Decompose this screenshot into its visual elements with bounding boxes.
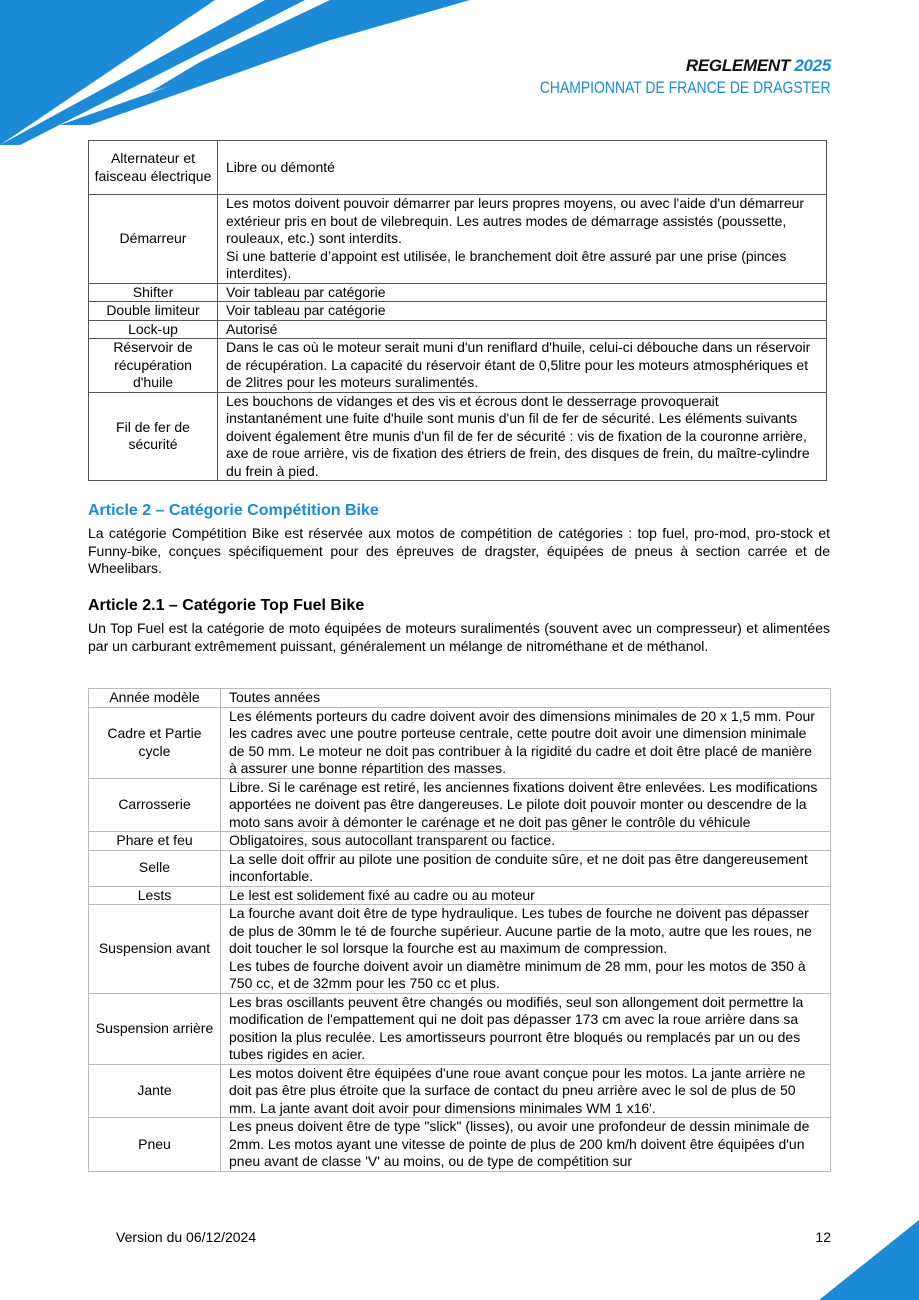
footer-version: Version du 06/12/2024 [116, 1229, 257, 1245]
row-label: Démarreur [89, 195, 218, 284]
table-row [89, 320, 827, 339]
table-row [89, 905, 831, 994]
row-label: Pneu [89, 1118, 221, 1172]
row-text: Le lest est solidement fixé au cadre ou au moteur [221, 886, 831, 905]
article-2-1-text: Un Top Fuel est la catégorie de moto équipées de moteurs suralimentés (souvent avec un compresseur) et alimentées par un carburant extrêmement puissant, généralement un mélange de nitrométhane et de méthanol. [88, 620, 830, 654]
corner-triangle-decoration [819, 1220, 919, 1300]
top-fuel-bike-table [88, 688, 831, 1172]
row-text: Obligatoires, sous autocollant transparent ou factice. [221, 832, 831, 851]
row-label: Lock-up [89, 320, 218, 339]
table-row [89, 707, 831, 778]
row-text: Les bras oscillants peuvent être changés ou modifiés, seul son allongement doit permettre la modification de l'empattement qui ne doit pas dépasser 173 cm avec la roue arrière dans sa position la plus reculée. Les amortisseurs pourront être bloqués ou remplacés par un ou des tubes rigides en acier. [221, 993, 831, 1064]
row-text: Libre. Si le carénage est retiré, les anciennes fixations doivent être enlevées. Les modifications apportées ne doivent pas être dangereuses. Le pilote doit pouvoir monter ou descendre de la moto sans avoir à démonter le carénage et ne doit pas gêner le contrôle du véhicule [221, 778, 831, 832]
row-text: Voir tableau par catégorie [218, 302, 827, 321]
article-2-title: Article 2 – Catégorie Compétition Bike [88, 502, 379, 519]
row-label: Carrosserie [89, 778, 221, 832]
row-label: Double limiteur [89, 302, 218, 321]
table-row [89, 886, 831, 905]
row-text: La selle doit offrir au pilote une position de conduite sûre, et ne doit pas être dangereusement inconfortable. [221, 850, 831, 886]
header-championship: CHAMPIONNAT DE FRANCE DE DRAGSTER [540, 78, 831, 97]
table-row [89, 283, 827, 302]
row-text-paragraph: Les tubes de fourche doivent avoir un diamètre minimum de 28 mm, pour les motos de 350 à 750 cc, et de 32mm pour les 750 cc et plus. [229, 957, 806, 991]
page-number: 12 [815, 1229, 831, 1245]
table-row [89, 1064, 831, 1118]
article-2-1-title: Article 2.1 – Catégorie Top Fuel Bike [88, 597, 365, 614]
row-text: Les bouchons de vidanges et des vis et écrous dont le desserrage provoquerait instantanément une fuite d'huile sont munis d'un fil de fer de sécurité. Les éléments suivants doivent également être munis d'un fil de fer de sécurité : vis de fixation de la couronne arrière, axe de roue arrière, vis de fixation des étriers de frein, des disques de frein, du maître-cylindre du frein à pied. [218, 392, 827, 481]
table-row [89, 689, 831, 708]
row-label: Année modèle [89, 689, 221, 708]
document-header [476, 56, 831, 98]
row-text: Les pneus doivent être de type "slick" (lisses), ou avoir une profondeur de dessin minimale de 2mm. Les motos ayant une vitesse de pointe de plus de 200 km/h doivent être équipées d'un pneu avant de classe 'V' au moins, ou de type de compétition sur [221, 1118, 831, 1172]
row-text-paragraph: Les motos doivent pouvoir démarrer par leurs propres moyens, ou avec l'aide d'un démarreur extérieur pris en bout de vilebrequin. Les autres modes de démarrage assistés (poussette, rouleaux, etc.) sont interdits. [226, 195, 805, 246]
row-label: Fil de fer de sécurité [89, 392, 218, 481]
header-title [476, 56, 831, 76]
row-label: Selle [89, 850, 221, 886]
row-text-paragraph: Si une batterie d’appoint est utilisée, le branchement doit être assuré par une prise (pinces interdites). [226, 247, 787, 281]
table-row [89, 778, 831, 832]
table-row [89, 850, 831, 886]
row-text: Les motos doivent être équipées d'une roue avant conçue pour les motos. La jante arrière ne doit pas être plus étroite que la surface de contact du pneu arrière avec le sol de plus de 50 mm. La jante avant doit avoir pour dimensions minimales WM 1 x16'. [221, 1064, 831, 1118]
table-row [89, 195, 827, 284]
article-2-text: La catégorie Compétition Bike est réservée aux motos de compétition de catégories : top fuel, pro-mod, pro-stock et Funny-bike, conçues spécifiquement pour des épreuves de dragster, équipées de pneus à section carrée et de Wheelibars. [88, 525, 830, 576]
row-label: Cadre et Partie cycle [89, 707, 221, 778]
row-label: Jante [89, 1064, 221, 1118]
row-text-paragraph: La fourche avant doit être de type hydraulique. Les tubes de fourche ne doivent pas dépasser de plus de 30mm le té de fourche supérieur. Aucune partie de la moto, autre que les roues, ne doit toucher le sol lorsque la fourche est au maximum de compression. [229, 905, 812, 956]
row-label: Lests [89, 886, 221, 905]
row-label: Réservoir de récupération d'huile [89, 339, 218, 393]
row-label: Shifter [89, 283, 218, 302]
table-row [89, 832, 831, 851]
table-row [89, 339, 827, 393]
row-text: Voir tableau par catégorie [218, 283, 827, 302]
table-row [89, 302, 827, 321]
table-row [89, 993, 831, 1064]
row-text [218, 195, 827, 284]
row-text: Les éléments porteurs du cadre doivent avoir des dimensions minimales de 20 x 1,5 mm. Pour les cadres avec une poutre porteuse centrale, cette poutre doit avoir une dimension minimale de 50 mm. Le moteur ne doit pas contribuer à la rigidité du cadre et doit être placé de manière à assurer une bonne répartition des masses. [221, 707, 831, 778]
row-text: Libre ou démonté [218, 141, 827, 195]
table-row [89, 141, 827, 195]
row-label: Phare et feu [89, 832, 221, 851]
row-text [221, 905, 831, 994]
table-row [89, 392, 827, 481]
corner-stripes-decoration [0, 0, 480, 145]
row-text: Autorisé [218, 320, 827, 339]
row-label: Suspension arrière [89, 993, 221, 1064]
row-text: Dans le cas où le moteur serait muni d'un reniflard d'huile, celui-ci débouche dans un réservoir de récupération. La capacité du réservoir étant de 0,5litre pour les moteurs atmosphériques et de 2litres pour les moteurs suralimentés. [218, 339, 827, 393]
table-row [89, 1118, 831, 1172]
engine-rules-table [88, 140, 827, 481]
row-label: Suspension avant [89, 905, 221, 994]
row-text: Toutes années [221, 689, 831, 708]
header-year: 2025 [794, 56, 831, 75]
header-reglement: REGLEMENT [685, 56, 790, 75]
row-label: Alternateur et faisceau électrique [89, 141, 218, 195]
